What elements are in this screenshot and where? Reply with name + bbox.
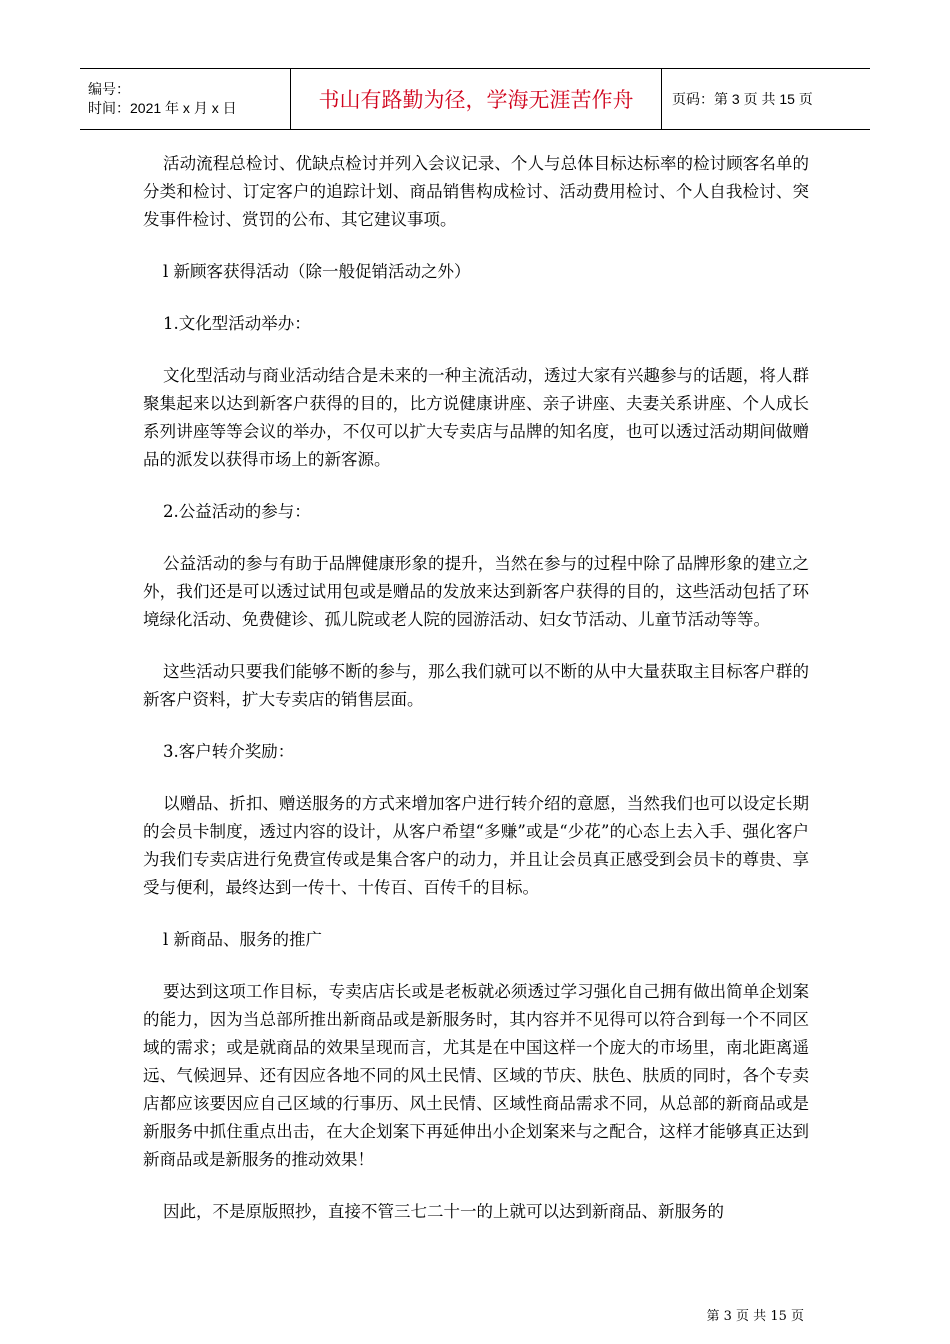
body-paragraph: 因此，不是原版照抄，直接不管三七二十一的上就可以达到新商品、新服务的 xyxy=(163,1202,724,1221)
subsection-heading: 3.客户转介奖励： xyxy=(163,742,295,761)
body-paragraph: 要达到这项工作目标，专卖店店长或是老板就必须透过学习强化自己拥有做出简单企划案的能力，因为当总部所推出新商品或是新服务时，其内容并不见得可以符合到每一个不同区域的需求；或是就商品的效果呈现而言，尤其是在中国这样一个庞大的市场里，南北距离遥远、气候迥异、还有因应各地不同的风土民情、区域的节庆、肤色、肤质的同时，各个专卖店都应该要因应自己区域的行事历、风土民情、区域性商品需求不同，从总部的新商品或是新服务中抓住重点出击，在大企划案下再延伸出小企划案来与之配合，这样才能够真正达到新商品或是新服务的推动效果！ xyxy=(143,982,809,1169)
document-header xyxy=(80,68,870,130)
section-heading: l 新顾客获得活动（除一般促销活动之外） xyxy=(163,262,471,281)
header-meta xyxy=(80,69,291,130)
body-paragraph: 文化型活动与商业活动结合是未来的一种主流活动，透过大家有兴趣参与的话题，将人群聚集起来以达到新客户获得的目的，比方说健康讲座、亲子讲座、夫妻关系讲座、个人成长系列讲座等等会议的举办，不仅可以扩大专卖店与品牌的知名度，也可以透过活动期间做赠品的派发以获得市场上的新客源。 xyxy=(143,366,809,469)
body-paragraph: 活动流程总检讨、优缺点检讨并列入会议记录、个人与总体目标达标率的检讨顾客名单的分类和检讨、订定客户的追踪计划、商品销售构成检讨、活动费用检讨、个人自我检讨、突发事件检讨、赏罚的公布、其它建议事项。 xyxy=(143,154,809,229)
document-body xyxy=(143,150,809,1250)
body-paragraph: 这些活动只要我们能够不断的参与，那么我们就可以不断的从中大量获取主目标客户群的新客户资料，扩大专卖店的销售层面。 xyxy=(143,662,809,709)
body-paragraph: 以赠品、折扣、赠送服务的方式来增加客户进行转介绍的意愿，当然我们也可以设定长期的会员卡制度，透过内容的设计，从客户希望“多赚”或是“少花”的心态上去入手、强化客户为我们专卖店进行免费宣传或是集合客户的动力，并且让会员真正感受到会员卡的尊贵、享受与便利，最终达到一传十、十传百、百传千的目标。 xyxy=(143,794,809,897)
subsection-heading: 2.公益活动的参与： xyxy=(163,502,311,521)
footer-page-number: 第 3 页 共 15 页 xyxy=(706,1309,804,1324)
document-date-label: 时间：2021 年 x 月 x 日 xyxy=(88,100,237,116)
section-heading: l 新商品、服务的推广 xyxy=(163,930,323,949)
document-number-label: 编号： xyxy=(88,81,130,97)
header-page-number: 页码：第 3 页 共 15 页 xyxy=(662,69,871,130)
subsection-heading: 1.文化型活动举办： xyxy=(163,314,311,333)
body-paragraph: 公益活动的参与有助于品牌健康形象的提升，当然在参与的过程中除了品牌形象的建立之外，我们还是可以透过试用包或是赠品的发放来达到新客户获得的目的，这些活动包括了环境绿化活动、免费健诊、孤儿院或老人院的园游活动、妇女节活动、儿童节活动等等。 xyxy=(143,554,809,629)
header-motto: 书山有路勤为径，学海无涯苦作舟 xyxy=(291,69,662,130)
